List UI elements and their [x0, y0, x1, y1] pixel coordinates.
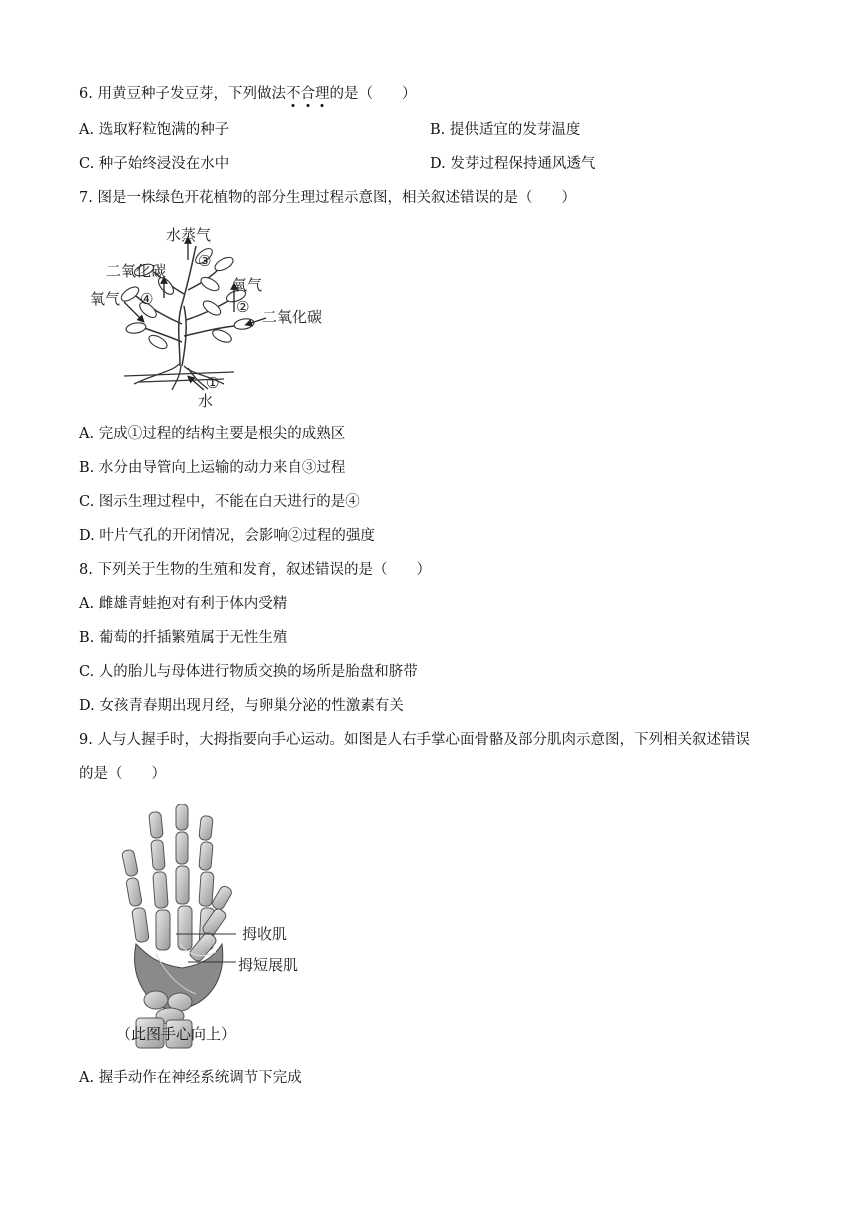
q7-stem: 7. 图是一株绿色开花植物的部分生理过程示意图，相关叙述错误的是（ ） [79, 190, 576, 206]
label-water-vapor: 水蒸气 [166, 226, 212, 244]
label-process-3: ③ [198, 252, 212, 270]
q9-stem-line2: 的是（ ） [79, 766, 166, 782]
q8-option-d: D. 女孩青春期出现月经，与卵巢分泌的性激素有关 [79, 698, 404, 714]
q7-option-b: B. 水分由导管向上运输的动力来自③过程 [79, 460, 346, 476]
q8-option-c: C. 人的胎儿与母体进行物质交换的场所是胎盘和脐带 [79, 664, 418, 680]
q7-option-a: A. 完成①过程的结构主要是根尖的成熟区 [79, 426, 346, 442]
plant-process-figure [84, 224, 344, 414]
q6-emphasis-char: 理 [314, 86, 330, 102]
label-water: 水 [198, 392, 214, 410]
label-oxygen-right: 氧气 [232, 276, 263, 294]
q6-option-b: B. 提供适宜的发芽温度 [430, 122, 581, 138]
q7-option-c: C. 图示生理过程中，不能在白天进行的是④ [79, 494, 360, 510]
q6-emphasis-char: 合 [300, 86, 315, 102]
q7-option-d: D. 叶片气孔的开闭情况，会影响②过程的强度 [79, 528, 375, 544]
label-co2-left: 二氧化碳 [106, 262, 167, 280]
q8-option-a: A. 雌雄青蛙抱对有利于体内受精 [79, 596, 288, 612]
q6-option-c: C. 种子始终浸没在水中 [79, 156, 230, 172]
q6-option-a: A. 选取籽粒饱满的种子 [79, 122, 230, 138]
q6-stem-tail: 的是（ ） [329, 86, 417, 102]
label-process-2: ② [236, 298, 250, 316]
q8-option-b: B. 葡萄的扦插繁殖属于无性生殖 [79, 630, 288, 646]
label-process-4: ④ [140, 290, 154, 308]
label-process-1: ① [206, 374, 220, 392]
q9-option-a: A. 握手动作在神经系统调节下完成 [79, 1070, 302, 1086]
label-adductor: 拇收肌 [242, 925, 288, 943]
label-oxygen-left: 氧气 [90, 290, 121, 308]
q6-stem-text: 6. 用黄豆种子发豆芽，下列做法 [79, 86, 286, 102]
q8-stem: 8. 下列关于生物的生殖和发育，叙述错误的是（ ） [79, 562, 431, 578]
label-abductor-brevis: 拇短展肌 [238, 956, 299, 974]
q6-emphasis-char: 不 [285, 86, 301, 102]
finger-bones [121, 804, 233, 963]
q6-stem [79, 84, 416, 104]
q6-option-d: D. 发芽过程保持通风透气 [430, 156, 596, 172]
label-co2-right: 二氧化碳 [262, 308, 323, 326]
hand-figure-caption: （此图手心向上） [116, 1025, 237, 1043]
q9-stem-line1: 9. 人与人握手时，大拇指要向手心运动。如图是人右手掌心面骨骼及部分肌肉示意图，下列相关叙述错误 [79, 732, 750, 748]
hand-skeleton-figure [96, 804, 326, 1054]
